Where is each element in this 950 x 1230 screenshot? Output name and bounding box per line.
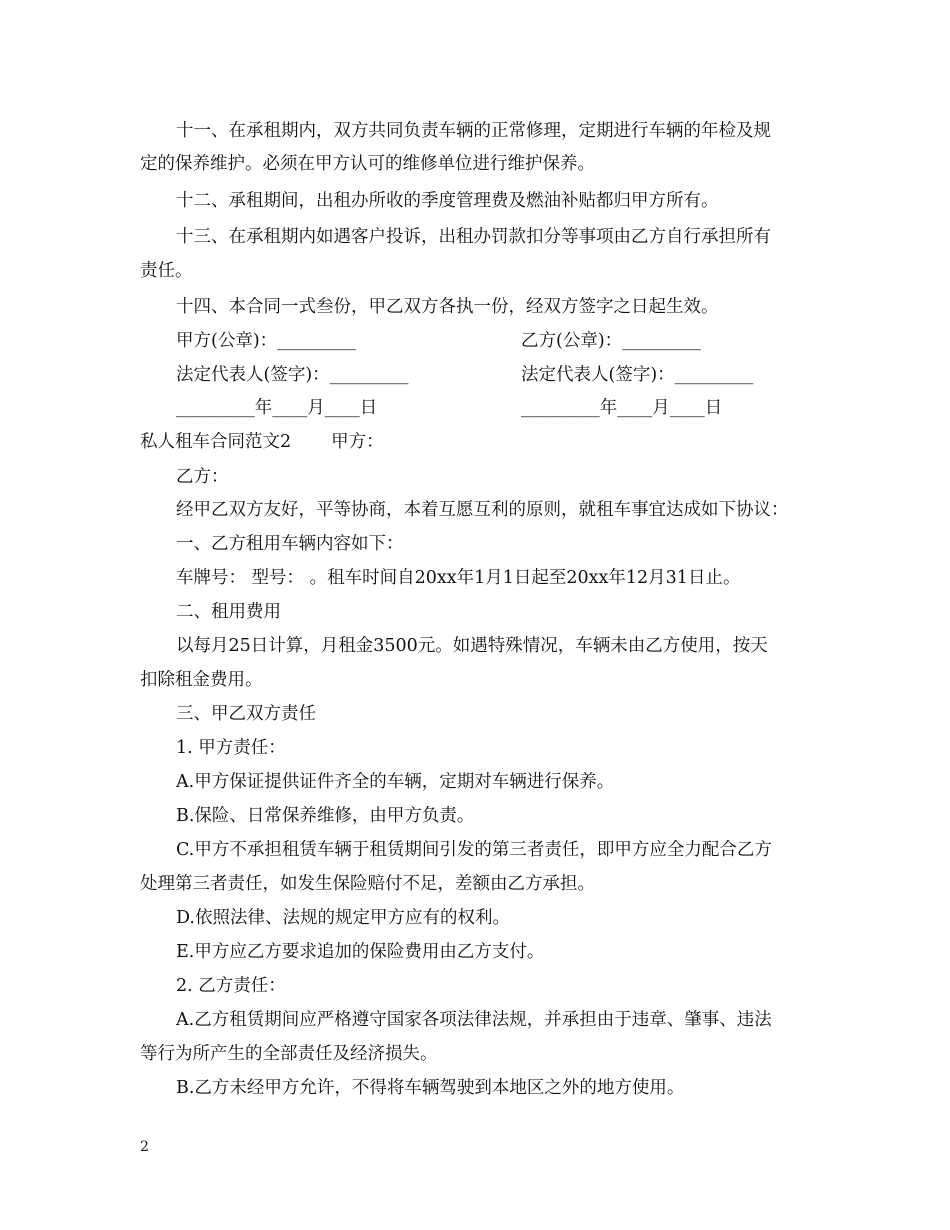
section2-heading-line	[140, 431, 384, 453]
section2-line: 处理第三者责任，如发生保险赔付不足，差额由乙方承担。	[140, 874, 595, 894]
section2-line: 扣除租金费用。	[140, 670, 263, 690]
section2-line: 三、甲乙双方责任	[176, 704, 316, 724]
section2-title: 私人租车合同范文2	[140, 432, 292, 452]
section2-line: C.甲方不承担租赁车辆于租赁期间引发的第三者责任，即甲方应全力配合乙方	[176, 840, 772, 860]
paragraph-13-line2: 责任。	[140, 261, 193, 281]
section2-line: A.甲方保证提供证件齐全的车辆，定期对车辆进行保养。	[176, 772, 615, 792]
section2-line: 经甲乙双方友好，平等协商，本着互愿互利的原则，就租车事宜达成如下协议：	[176, 500, 789, 520]
party-a-date-field: _________年____月____日	[176, 398, 378, 418]
section2-line: A.乙方租赁期间应严格遵守国家各项法律法规，并承担由于违章、肇事、违法	[176, 1010, 772, 1030]
party-b-rep-field: 法定代表人(签字)：_________	[521, 365, 754, 385]
party-b-seal-field: 乙方(公章)：_________	[521, 331, 701, 351]
section2-line: 一、乙方租用车辆内容如下：	[176, 534, 404, 554]
party-a-seal-field: 甲方(公章)：_________	[176, 331, 356, 351]
section2-line: 二、租用费用	[176, 602, 281, 622]
party-a-rep-field: 法定代表人(签字)：_________	[176, 365, 409, 385]
paragraph-11-line2: 定的保养维护。必须在甲方认可的维修单位进行维护保养。	[140, 154, 595, 174]
paragraph-12: 十二、承租期间，出租办所收的季度管理费及燃油补贴都归甲方所有。	[176, 191, 719, 211]
paragraph-14: 十四、本合同一式叁份，甲乙双方各执一份，经双方签字之日起生效。	[176, 297, 719, 317]
section2-line: 等行为所产生的全部责任及经济损失。	[140, 1044, 438, 1064]
paragraph-11-line1: 十一、在承租期内，双方共同负责车辆的正常修理，定期进行车辆的年检及规	[176, 121, 771, 141]
page-number: 2	[140, 1139, 149, 1155]
section2-line: B.乙方未经甲方允许，不得将车辆驾驶到本地区之外的地方使用。	[176, 1078, 685, 1098]
section2-line: E.甲方应乙方要求追加的保险费用由乙方支付。	[176, 942, 545, 962]
paragraph-13-line1: 十三、在承租期内如遇客户投诉，出租办罚款扣分等事项由乙方自行承担所有	[176, 227, 771, 247]
section2-line: 1. 甲方责任：	[176, 738, 286, 758]
section2-party-b: 乙方：	[176, 467, 229, 487]
section2-line: 以每月25日计算，月租金3500元。如遇特殊情况，车辆未由乙方使用，按天	[176, 636, 768, 656]
section2-line: 2. 乙方责任：	[176, 976, 286, 996]
section2-line: B.保险、日常保养维修，由甲方负责。	[176, 806, 475, 826]
section2-line: 车牌号： 型号： 。租车时间自20xx年1月1日起至20xx年12月31日止。	[176, 568, 741, 588]
section2-party-a: 甲方：	[331, 432, 384, 452]
section2-line: D.依照法律、法规的规定甲方应有的权利。	[176, 908, 510, 928]
party-b-date-field: _________年____月____日	[521, 398, 723, 418]
